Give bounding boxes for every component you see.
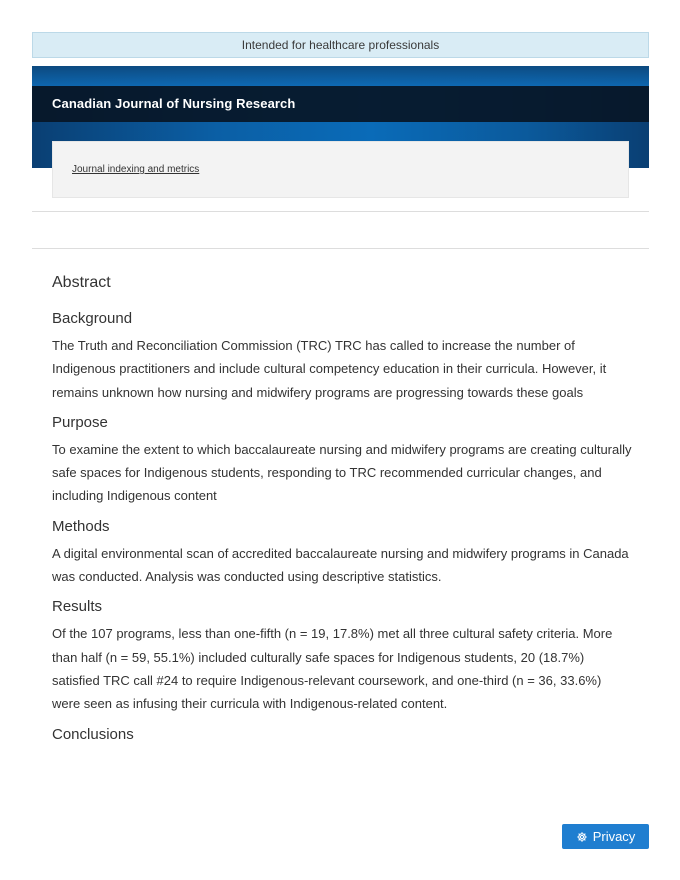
section-text-methods: A digital environmental scan of accredited baccalaureate nursing and midwifery programs in Canada was conducted. Analysis was conducted using descriptive statistics.	[52, 545, 629, 585]
journal-title-bar	[32, 86, 649, 122]
abstract-methods	[52, 516, 632, 589]
section-text-results: Of the 107 programs, less than one-fifth (n = 19, 17.8%) met all three cultural safety criteria. More than half (n = 59, 55.1%) included culturally safe spaces for Indigenous students, 20 (18.7%) satisfied TRC call #24 to require Indigenous-relevant coursework, and one-third (n = 36, 33.6%) were seen as infusing their curricula with Indigenous-related content.	[52, 626, 613, 712]
abstract-results	[52, 596, 632, 715]
journal-metrics-link[interactable]: Journal indexing and metrics	[72, 164, 200, 175]
abstract-background	[52, 308, 632, 404]
section-text-purpose: To examine the extent to which baccalaureate nursing and midwifery programs are creating culturally safe spaces for Indigenous students, responding to TRC recommended curricular changes, and including Indigenous content	[52, 441, 632, 504]
journal-metrics-card	[52, 141, 629, 198]
section-heading-conclusions: Conclusions	[52, 725, 134, 743]
banner-text: Intended for healthcare professionals	[241, 38, 440, 52]
healthcare-professionals-banner	[32, 32, 649, 58]
abstract-conclusions	[52, 724, 632, 746]
section-heading-methods: Methods	[52, 517, 110, 535]
section-heading-purpose: Purpose	[52, 413, 108, 431]
section-heading-results: Results	[52, 598, 103, 616]
section-heading-background: Background	[52, 310, 133, 327]
privacy-button[interactable]	[562, 824, 649, 849]
divider	[32, 248, 649, 249]
journal-title-link[interactable]: Canadian Journal of Nursing Research	[52, 96, 296, 111]
divider	[32, 211, 649, 212]
header-stripe	[32, 66, 649, 86]
abstract-heading: Abstract	[52, 274, 111, 291]
abstract-purpose	[52, 412, 632, 508]
abstract-section	[52, 270, 632, 750]
privacy-label: Privacy	[592, 829, 636, 844]
section-text-background: The Truth and Reconciliation Commission (TRC) TRC has called to increase the number of Indigenous practitioners and include cultural competency education in their curricula. However, it remains unknown how nursing and midwifery programs are progressing towards these goals	[52, 338, 607, 400]
gear-icon	[576, 831, 588, 843]
